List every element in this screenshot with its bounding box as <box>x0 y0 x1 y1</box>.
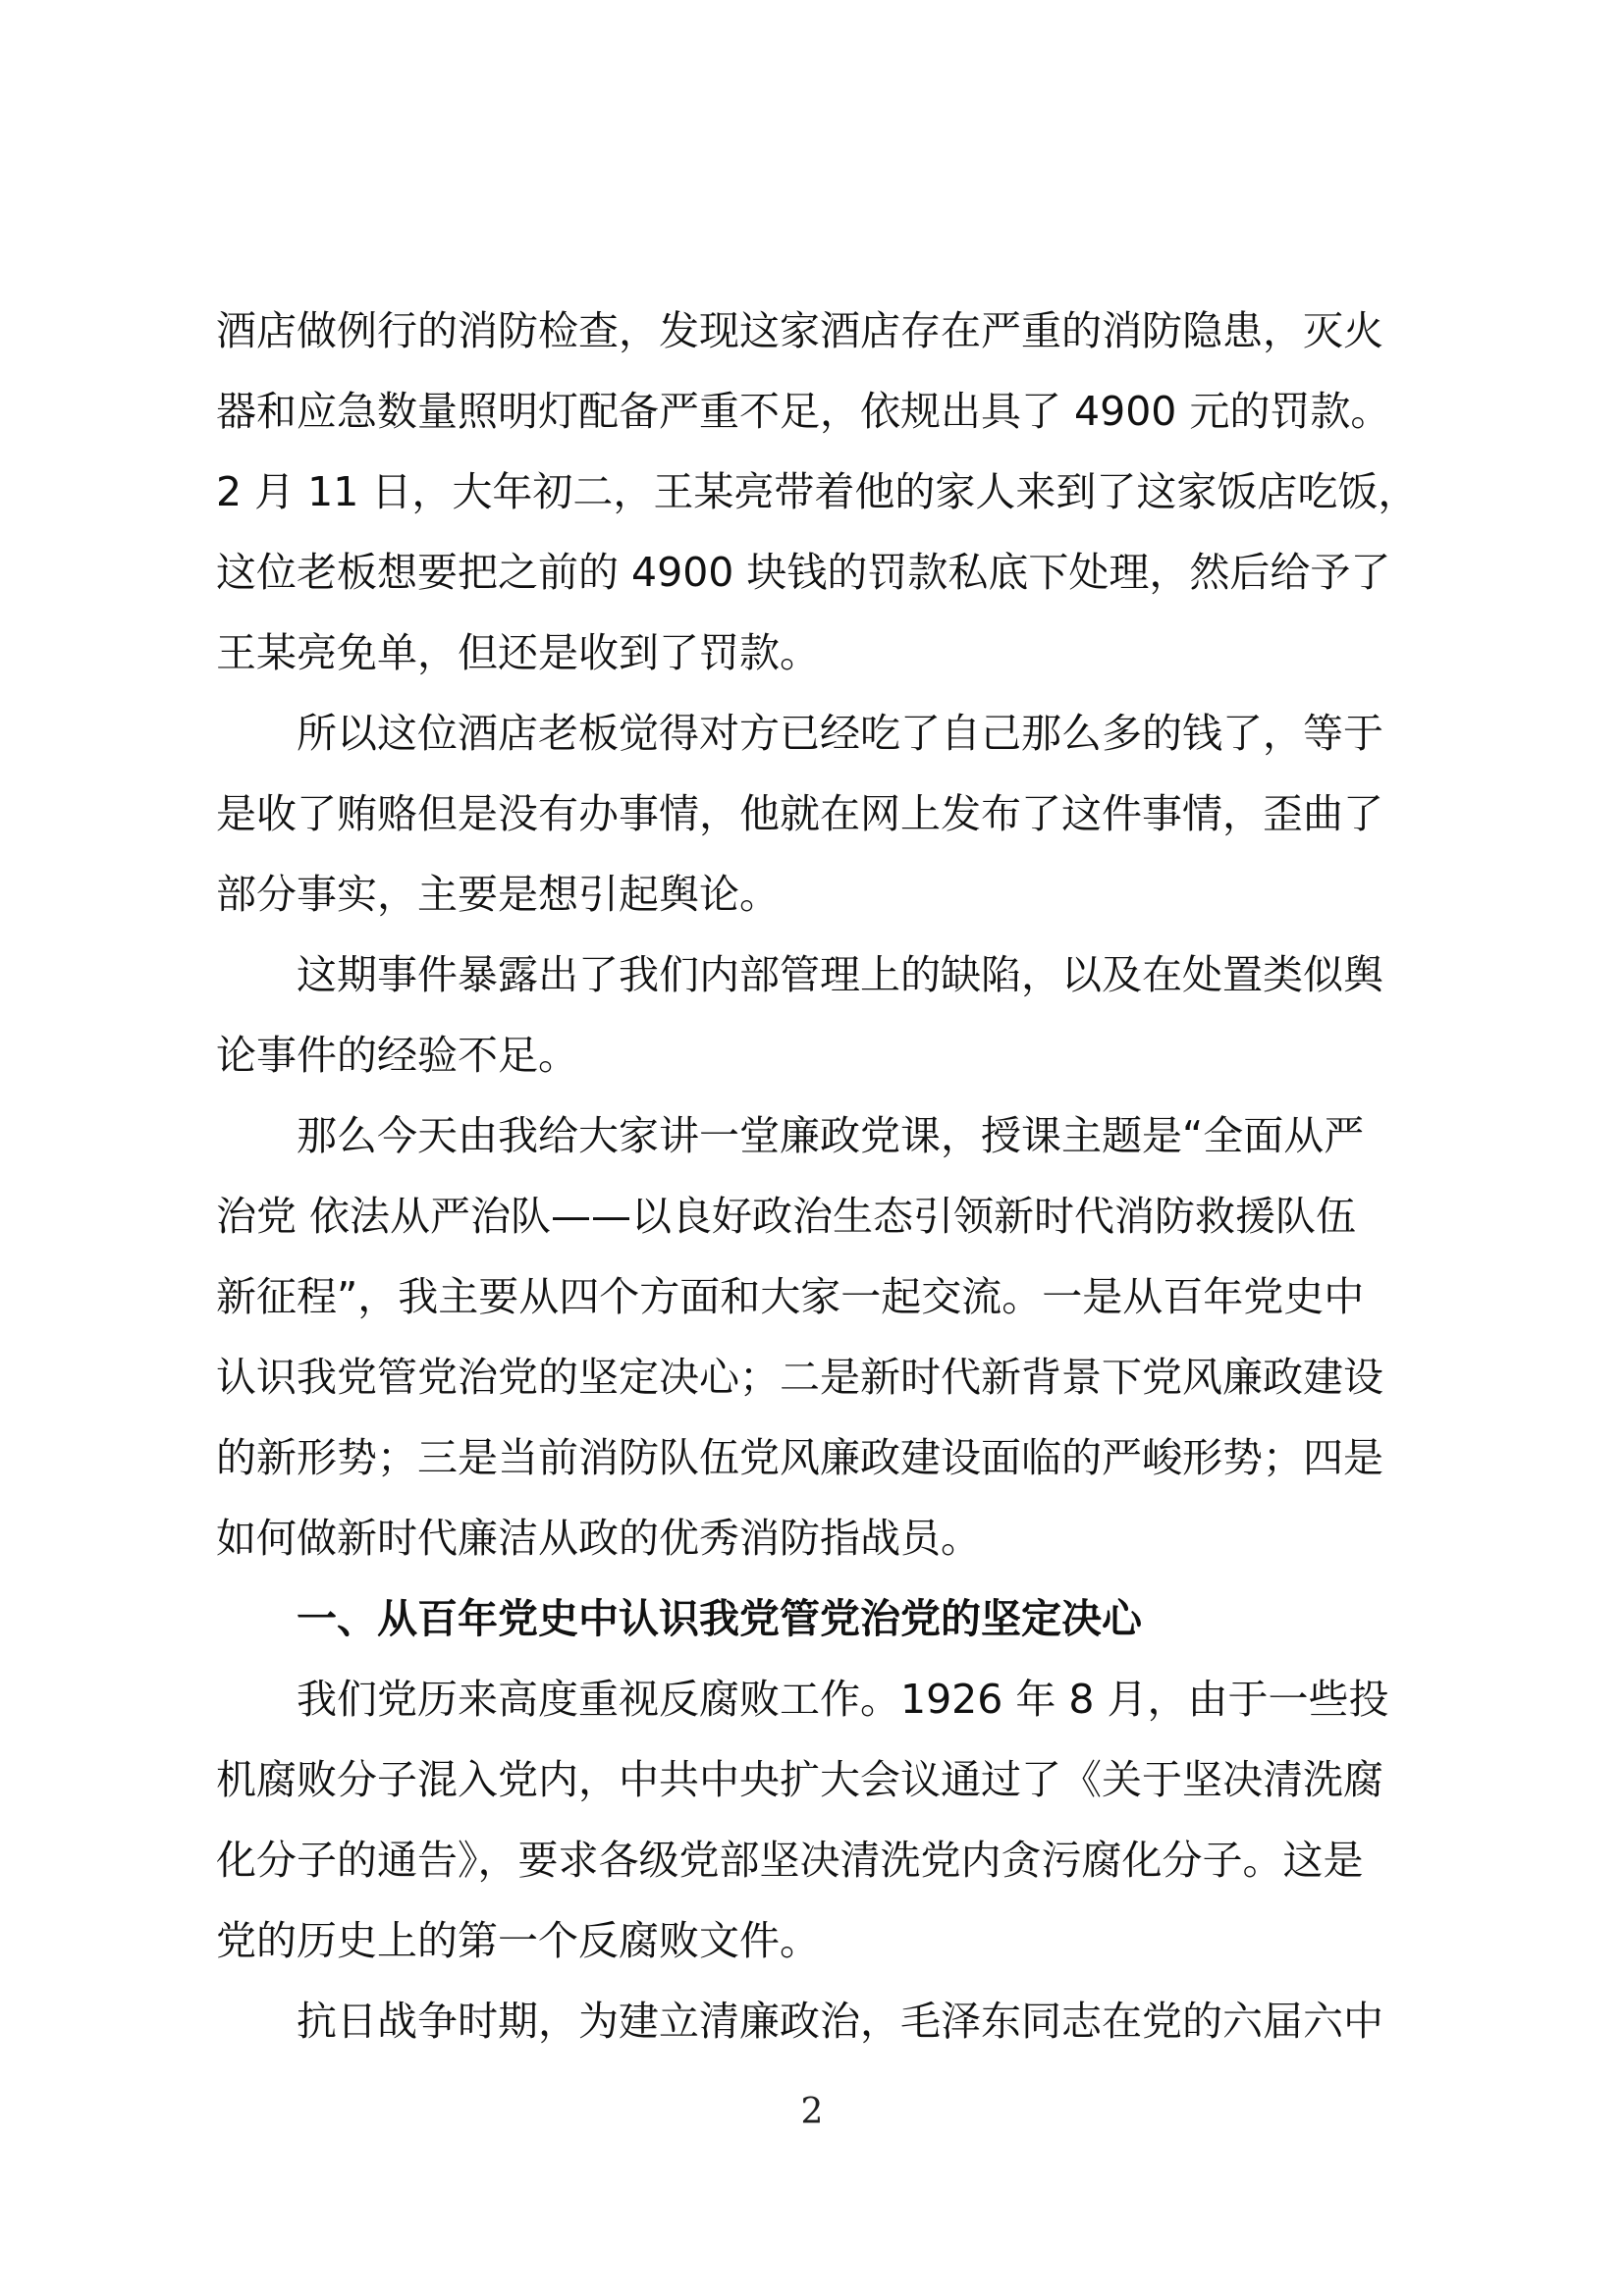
text-line: 化分子的通告》，要求各级党部坚决清洗党内贪污腐化分子。这是 <box>216 1837 1364 1884</box>
text-line: 王某亮免单，但还是收到了罚款。 <box>216 629 820 676</box>
text-line: 机腐败分子混入党内，中共中央扩大会议通过了《关于坚决清洗腐 <box>216 1756 1383 1803</box>
text-line: 新征程”，我主要从四个方面和大家一起交流。一是从百年党史中 <box>216 1273 1365 1320</box>
text-line: 治党 依法从严治队——以良好政治生态引领新时代消防救援队伍 <box>216 1193 1357 1240</box>
section-heading: 一、从百年党史中认识我党管党治党的坚定决心 <box>297 1595 1142 1642</box>
paragraph-start-line: 所以这位酒店老板觉得对方已经吃了自己那么多的钱了，等于 <box>297 710 1383 757</box>
paragraph-start-line: 我们党历来高度重视反腐败工作。1926 年 8 月，由于一些投 <box>297 1676 1389 1723</box>
text-line: 如何做新时代廉洁从政的优秀消防指战员。 <box>216 1515 981 1562</box>
text-line: 是收了贿赂但是没有办事情，他就在网上发布了这件事情，歪曲了 <box>216 790 1383 837</box>
text-line: 2 月 11 日，大年初二，王某亮带着他的家人来到了这家饭店吃饭， <box>216 468 1419 515</box>
paragraph-start-line: 这期事件暴露出了我们内部管理上的缺陷，以及在处置类似舆 <box>297 951 1383 998</box>
text-line: 酒店做例行的消防检查，发现这家酒店存在严重的消防隐患，灭火 <box>216 307 1383 354</box>
text-line: 部分事实，主要是想引起舆论。 <box>216 871 780 918</box>
text-line: 器和应急数量照明灯配备严重不足，依规出具了 4900 元的罚款。 <box>216 388 1391 435</box>
text-line: 党的历史上的第一个反腐败文件。 <box>216 1917 820 1964</box>
text-line: 这位老板想要把之前的 4900 块钱的罚款私底下处理，然后给予了 <box>216 549 1391 596</box>
text-line: 的新形势；三是当前消防队伍党风廉政建设面临的严峻形势；四是 <box>216 1434 1383 1481</box>
paragraph-start-line: 那么今天由我给大家讲一堂廉政党课，授课主题是“全面从严 <box>297 1112 1365 1159</box>
paragraph-start-line: 抗日战争时期，为建立清廉政治，毛泽东同志在党的六届六中 <box>297 1998 1383 2045</box>
text-line: 认识我党管党治党的坚定决心；二是新时代新背景下党风廉政建设 <box>216 1354 1383 1401</box>
text-line: 论事件的经验不足。 <box>216 1032 578 1079</box>
page-number: 2 <box>800 2092 824 2132</box>
